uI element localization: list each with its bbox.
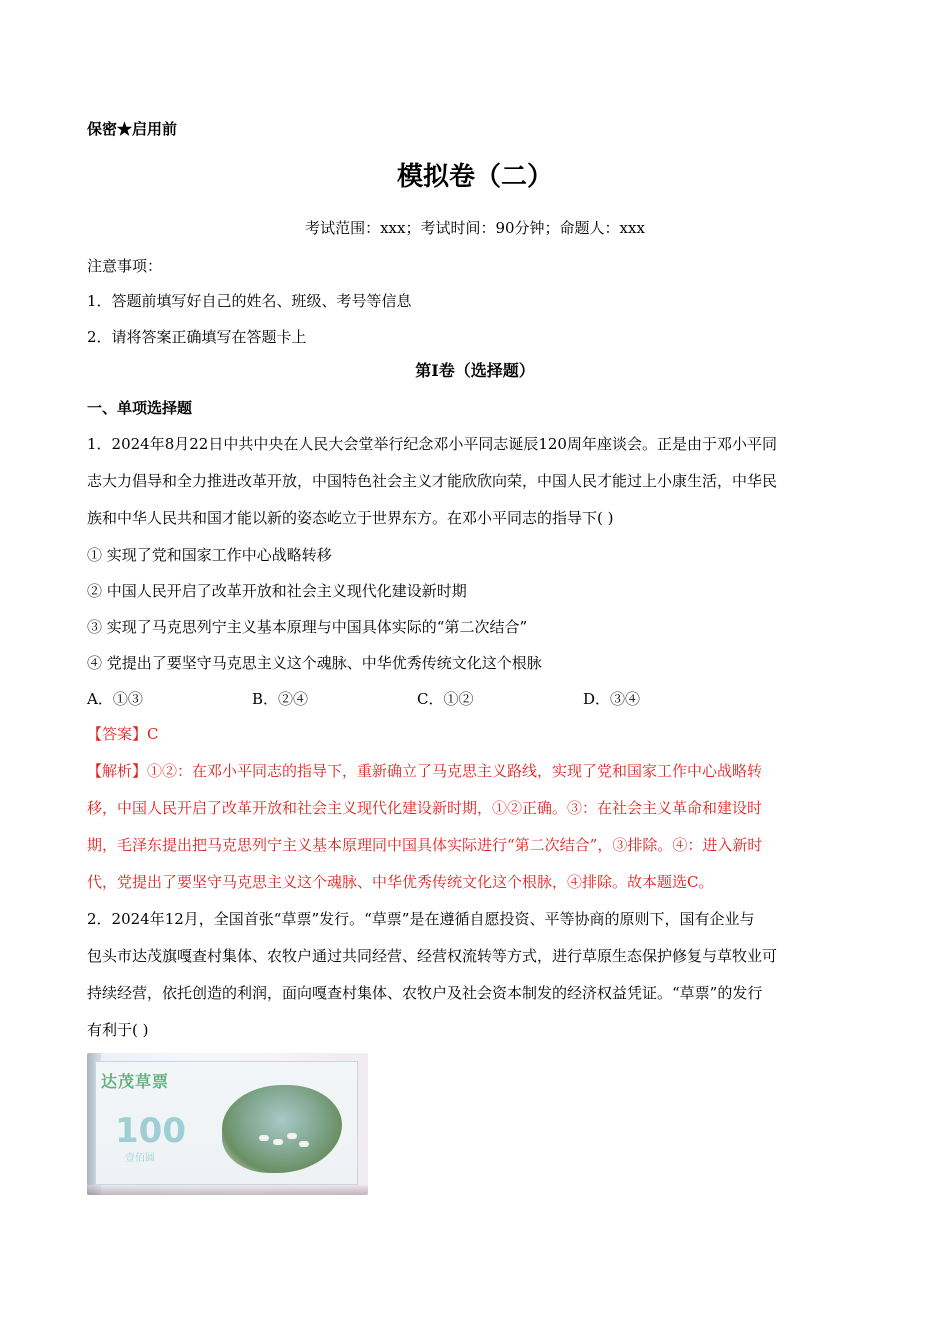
- sheep-shape: [287, 1133, 297, 1139]
- photo-shadow: [87, 1185, 368, 1195]
- sheep-shape: [259, 1135, 269, 1141]
- confidential-label: 保密★启用前: [87, 120, 178, 138]
- q2-stem-line: 2．2024年12月，全国首张“草票”发行。“草票”是在遵循自愿投资、平等协商的原则下，国有企业与: [87, 910, 755, 928]
- q1-option-a: A．①③: [87, 690, 143, 708]
- q1-statement: ② 中国人民开启了改革开放和社会主义现代化建设新时期: [87, 582, 467, 600]
- notes-heading: 注意事项：: [87, 257, 163, 275]
- q1-answer: 【答案】C: [87, 725, 159, 743]
- q1-analysis-line: 移，中国人民开启了改革开放和社会主义现代化建设新时期，①②正确。③：在社会主义革命和建设时: [87, 799, 763, 817]
- q1-stem-line: 志大力倡导和全力推进改革开放，中国特色社会主义才能欣欣向荣，中国人民才能过上小康生活，中华民: [87, 472, 778, 490]
- note-item: 1．答题前填写好自己的姓名、班级、考号等信息: [87, 292, 412, 310]
- q1-option-d: D．③④: [583, 690, 641, 708]
- ticket-brand: 达茂草票: [101, 1072, 170, 1091]
- q1-statement: ④ 党提出了要坚守马克思主义这个魂脉、中华优秀传统文化这个根脉: [87, 654, 542, 672]
- q1-option-c: C．①②: [417, 690, 474, 708]
- exam-info: 考试范围：xxx；考试时间：90分钟；命题人：xxx: [305, 219, 645, 237]
- volume-title: 第I卷（选择题）: [415, 361, 535, 380]
- sheep-shape: [299, 1141, 309, 1147]
- q1-stem-line: 族和中华人民共和国才能以新的姿态屹立于世界东方。在邓小平同志的指导下( ): [87, 509, 614, 527]
- q1-analysis-line: 【解析】①②：在邓小平同志的指导下，重新确立了马克思主义路线，实现了党和国家工作中心战略转: [87, 762, 763, 780]
- q2-stem-line: 包头市达茂旗嘎查村集体、农牧户通过共同经营、经营权流转等方式，进行草原生态保护修复与草牧业可: [87, 947, 778, 965]
- page-title: 模拟卷（二）: [396, 162, 553, 192]
- note-item: 2．请将答案正确填写在答题卡上: [87, 328, 307, 346]
- q1-stem-line: 1．2024年8月22日中共中央在人民大会堂举行纪念邓小平同志诞辰120周年座谈会。正是由于邓小平同: [87, 435, 777, 453]
- q1-statement: ③ 实现了马克思列宁主义基本原理与中国具体实际的“第二次结合”: [87, 618, 528, 636]
- q2-stem-line: 持续经营，依托创造的利润，面向嘎查村集体、农牧户及社会资本制发的经济权益凭证。“草票”的发行: [87, 984, 763, 1002]
- q1-option-b: B．②④: [252, 690, 309, 708]
- sheep-shape: [273, 1139, 283, 1145]
- ticket-denomination: 100: [115, 1111, 186, 1151]
- q1-analysis-line: 代，党提出了要坚守马克思主义这个魂脉、中华优秀传统文化这个根脉，④排除。故本题选C。: [87, 873, 714, 891]
- ticket-denomination-cn: 壹佰圆: [125, 1153, 155, 1164]
- q1-analysis-line: 期，毛泽东提出把马克思列宁主义基本原理同中国具体实际进行“第二次结合”，③排除。④：进入新时: [87, 836, 763, 854]
- grass-ticket-photo: [87, 1053, 368, 1195]
- q2-stem-line: 有利于( ): [87, 1021, 149, 1039]
- part-title: 一、单项选择题: [87, 399, 193, 417]
- q1-statement: ① 实现了党和国家工作中心战略转移: [87, 546, 332, 564]
